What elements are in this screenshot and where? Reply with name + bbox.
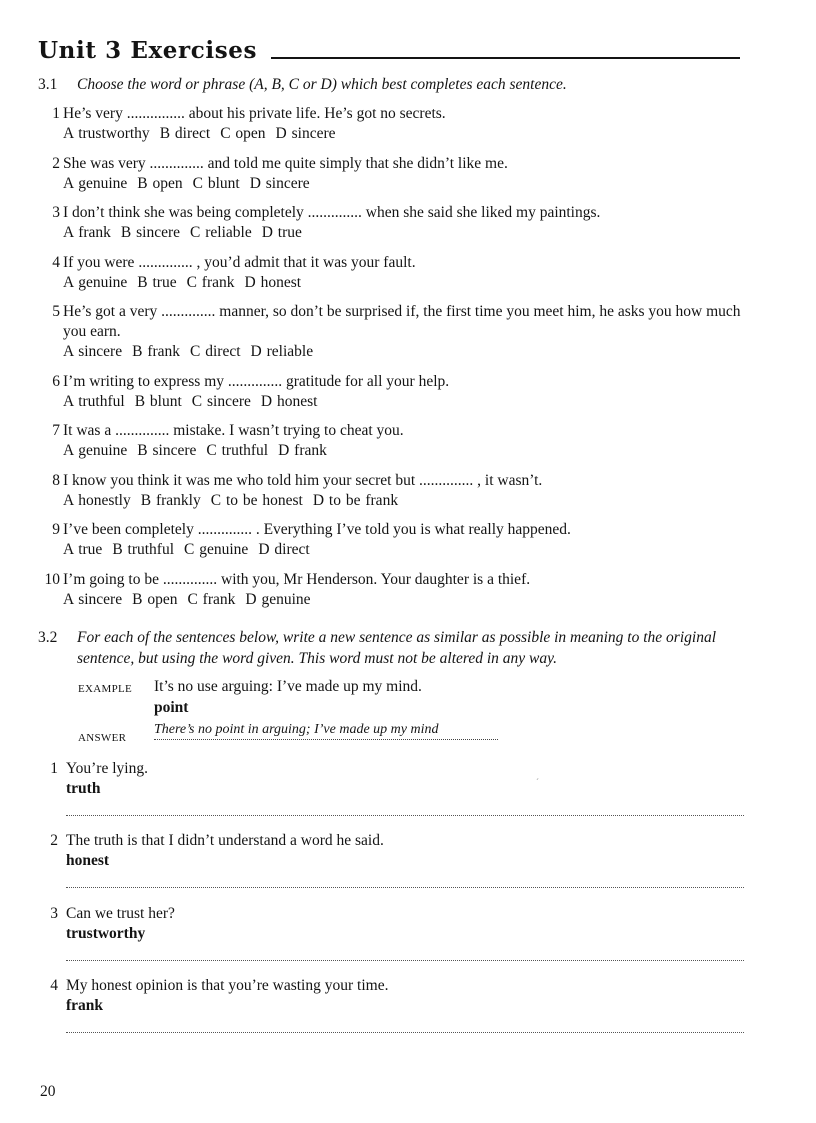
text-after-blank: , you’d admit that it was your fault. <box>192 254 416 271</box>
option-d[interactable]: D frank <box>278 442 327 459</box>
question-text <box>63 421 748 441</box>
item-sentence: You’re lying. <box>66 760 148 777</box>
item-sentence: My honest opinion is that you’re wasting your time. <box>66 977 389 994</box>
option-c[interactable]: C to be honest <box>210 492 303 509</box>
option-b[interactable]: B open <box>132 591 178 608</box>
question-5 <box>38 302 748 362</box>
option-a[interactable]: A genuine <box>63 274 128 291</box>
text-after-blank: with you, Mr Henderson. Your daughter is a thief. <box>217 571 531 588</box>
option-b[interactable]: B true <box>137 274 177 291</box>
text-after-blank: . Everything I’ve told you is what really happened. <box>251 521 571 538</box>
answer-options <box>63 223 748 243</box>
question-number: 4 <box>52 254 60 271</box>
question-text <box>63 570 748 590</box>
answer-options <box>63 273 748 293</box>
option-b[interactable]: B frankly <box>140 492 201 509</box>
option-b[interactable]: B direct <box>159 125 211 142</box>
page-title-text: Unit 3 Exercises <box>38 37 258 64</box>
option-a[interactable]: A honestly <box>63 492 131 509</box>
question-number: 7 <box>52 422 60 439</box>
option-d[interactable]: D reliable <box>250 343 314 360</box>
answer-blank[interactable]: .............. <box>161 303 216 320</box>
text-after-blank: manner, so don’t be surprised if, the first time you meet him, he asks you how much you earn. <box>63 303 741 340</box>
option-d[interactable]: D genuine <box>245 591 311 608</box>
question-text <box>63 520 748 540</box>
question-text <box>63 203 748 223</box>
text-after-blank: gratitude for all your help. <box>282 373 450 390</box>
question-2 <box>38 154 748 194</box>
option-a[interactable]: A frank <box>63 224 111 241</box>
answer-blank[interactable]: ............... <box>126 105 185 122</box>
option-d[interactable]: D sincere <box>275 125 336 142</box>
item-key-word: truth <box>66 780 101 797</box>
option-c[interactable]: C open <box>220 125 266 142</box>
option-b[interactable]: B frank <box>132 343 181 360</box>
answer-line-1[interactable] <box>66 815 744 816</box>
question-number: 10 <box>44 571 60 588</box>
option-b[interactable]: B sincere <box>120 224 181 241</box>
option-c[interactable]: C reliable <box>190 224 252 241</box>
question-number: 5 <box>52 303 60 320</box>
item-sentence: Can we trust her? <box>66 905 175 922</box>
question-text <box>63 302 748 342</box>
item-number: 4 <box>50 977 58 994</box>
question-7 <box>38 421 748 461</box>
option-c[interactable]: C frank <box>187 591 236 608</box>
example-sentence: It’s no use arguing: I’ve made up my mind. <box>154 678 422 695</box>
item-sentence: The truth is that I didn’t understand a word he said. <box>66 832 384 849</box>
item-number: 1 <box>50 760 58 777</box>
item-number: 2 <box>50 832 58 849</box>
text-before-blank: He’s very <box>63 105 127 122</box>
answer-blank[interactable]: .............. <box>138 254 193 271</box>
stray-pen-mark: ´ <box>536 777 539 787</box>
option-d[interactable]: D sincere <box>249 175 310 192</box>
answer-options <box>63 540 748 560</box>
text-before-blank: I don’t think she was being completely <box>63 204 308 221</box>
text-before-blank: If you were <box>63 254 139 271</box>
transformation-item-4 <box>38 976 748 1016</box>
answer-options <box>63 124 748 144</box>
answer-options <box>63 590 748 610</box>
answer-blank[interactable]: .............. <box>162 571 218 588</box>
option-a[interactable]: A true <box>63 541 103 558</box>
question-1 <box>38 104 748 144</box>
text-before-blank: I’m writing to express my <box>63 373 228 390</box>
text-before-blank: She was very <box>63 155 150 172</box>
option-a[interactable]: A genuine <box>63 442 128 459</box>
option-a[interactable]: A genuine <box>63 175 128 192</box>
text-before-blank: I’ve been completely <box>63 521 198 538</box>
answer-blank[interactable]: .............. <box>419 472 474 489</box>
option-c[interactable]: C frank <box>186 274 235 291</box>
option-c[interactable]: C sincere <box>191 393 251 410</box>
answer-options <box>63 441 748 461</box>
option-a[interactable]: A sincere <box>63 343 123 360</box>
question-10 <box>38 570 748 610</box>
answer-options <box>63 174 748 194</box>
text-after-blank: when she said she liked my paintings. <box>361 204 601 221</box>
option-b[interactable]: B blunt <box>134 393 182 410</box>
page-number: 20 <box>40 1083 56 1100</box>
example-answer: There’s no point in arguing; I’ve made up my mind <box>154 722 498 740</box>
text-before-blank: It was a <box>63 422 116 439</box>
answer-blank[interactable]: .............. <box>307 204 362 221</box>
answer-line-4[interactable] <box>66 1032 744 1033</box>
option-a[interactable]: A trustworthy <box>63 125 150 142</box>
question-text <box>63 253 748 273</box>
option-a[interactable]: A sincere <box>63 591 123 608</box>
option-c[interactable]: C direct <box>190 343 241 360</box>
text-before-blank: I’m going to be <box>63 571 163 588</box>
answer-options <box>63 342 748 362</box>
question-3 <box>38 203 748 243</box>
section-number: 3.2 <box>38 629 58 646</box>
item-key-word: honest <box>66 852 110 869</box>
option-c[interactable]: C blunt <box>192 175 240 192</box>
question-text <box>63 104 748 124</box>
page-title <box>38 36 740 66</box>
question-number: 6 <box>52 373 60 390</box>
example-label: EXAMPLE <box>78 683 133 695</box>
question-9 <box>38 520 748 560</box>
question-8 <box>38 471 748 511</box>
transformation-item-2 <box>38 831 748 871</box>
question-number: 1 <box>52 105 60 122</box>
section-instruction: For each of the sentences below, write a new sentence as similar as possible in meaning to the original sentence, but using the word given. This word must not be altered in any way. <box>77 629 717 667</box>
option-d[interactable]: D to be frank <box>312 492 399 509</box>
text-after-blank: and told me quite simply that she didn’t like me. <box>203 155 508 172</box>
text-before-blank: He’s got a very <box>63 303 162 320</box>
option-d[interactable]: D direct <box>258 541 310 558</box>
question-number: 3 <box>52 204 60 221</box>
answer-line-3[interactable] <box>66 960 744 961</box>
option-b[interactable]: B open <box>137 175 183 192</box>
question-text <box>63 471 748 491</box>
option-d[interactable]: D honest <box>244 274 302 291</box>
answer-blank[interactable]: .............. <box>197 521 252 538</box>
item-key-word: trustworthy <box>66 925 146 942</box>
transformation-item-1 <box>38 759 748 799</box>
question-6 <box>38 372 748 412</box>
section-number: 3.1 <box>38 76 58 93</box>
answer-label: ANSWER <box>78 732 127 744</box>
question-number: 8 <box>52 472 60 489</box>
answer-blank[interactable]: .............. <box>115 422 170 439</box>
transformation-item-3 <box>38 904 748 944</box>
question-4 <box>38 253 748 293</box>
item-number: 3 <box>50 905 58 922</box>
example-key-word: point <box>154 699 189 716</box>
answer-blank[interactable]: .............. <box>149 155 204 172</box>
answer-options <box>63 392 748 412</box>
question-number: 2 <box>52 155 60 172</box>
option-d[interactable]: D true <box>261 224 302 241</box>
question-text <box>63 372 748 392</box>
option-d[interactable]: D honest <box>260 393 318 410</box>
answer-line-2[interactable] <box>66 887 744 888</box>
item-key-word: frank <box>66 997 104 1014</box>
text-after-blank: about his private life. He’s got no secrets. <box>184 105 446 122</box>
option-a[interactable]: A truthful <box>63 393 125 410</box>
text-after-blank: , it wasn’t. <box>473 472 543 489</box>
text-before-blank: I know you think it was me who told him your secret but <box>63 472 420 489</box>
question-number: 9 <box>52 521 60 538</box>
answer-blank[interactable]: .............. <box>227 373 283 390</box>
text-after-blank: mistake. I wasn’t trying to cheat you. <box>169 422 404 439</box>
section-instruction: Choose the word or phrase (A, B, C or D) which best completes each sentence. <box>77 76 567 93</box>
option-b[interactable]: B truthful <box>112 541 175 558</box>
title-rule <box>271 57 740 59</box>
answer-options <box>63 491 748 511</box>
question-text <box>63 154 748 174</box>
option-c[interactable]: C genuine <box>184 541 249 558</box>
option-b[interactable]: B sincere <box>137 442 197 459</box>
option-c[interactable]: C truthful <box>206 442 269 459</box>
